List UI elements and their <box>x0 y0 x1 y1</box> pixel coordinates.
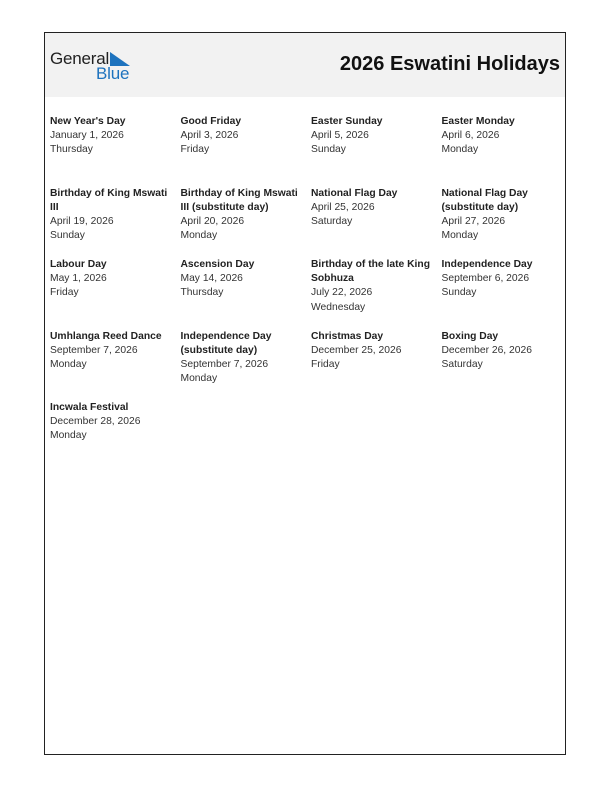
holiday-name: Incwala Festival <box>50 402 129 413</box>
logo-text-blue: Blue <box>96 64 130 83</box>
holiday-weekday: Monday <box>50 430 87 442</box>
holiday-name: Christmas Day <box>311 330 384 342</box>
holiday-date: April 19, 2026 <box>50 215 114 227</box>
holiday-item <box>442 115 570 187</box>
holiday-date: May 1, 2026 <box>50 273 107 285</box>
holiday-name: Ascension Day <box>180 259 255 270</box>
generalblue-logo <box>50 49 140 85</box>
holiday-weekday: Friday <box>311 358 340 370</box>
holiday-item <box>50 258 181 330</box>
holiday-date: April 3, 2026 <box>180 130 239 142</box>
holiday-name: Easter Sunday <box>311 116 383 127</box>
holiday-name: Good Friday <box>180 116 242 127</box>
holiday-name: Birthday of the late King Sobhuza <box>311 259 430 285</box>
holiday-date: January 1, 2026 <box>50 130 124 142</box>
holiday-name: New Year's Day <box>50 116 126 127</box>
holiday-name: Easter Monday <box>441 116 515 127</box>
holiday-item <box>311 187 442 259</box>
holiday-item <box>181 330 312 402</box>
holiday-weekday: Saturday <box>311 215 353 227</box>
holiday-date: July 22, 2026 <box>311 287 373 299</box>
holiday-date: September 6, 2026 <box>441 273 530 285</box>
holiday-weekday: Monday <box>441 230 479 242</box>
holiday-date: April 20, 2026 <box>180 215 245 227</box>
holiday-name: National Flag Day <box>311 187 398 199</box>
holiday-date: December 25, 2026 <box>311 344 402 356</box>
holiday-weekday: Sunday <box>311 144 346 156</box>
holiday-name: Independence Day <box>441 259 533 270</box>
holiday-date: April 5, 2026 <box>311 130 369 142</box>
holiday-name: Birthday of King Mswati III <box>50 187 168 213</box>
holiday-weekday: Sunday <box>441 287 477 299</box>
holiday-item <box>181 115 312 187</box>
holiday-item <box>442 258 570 330</box>
holiday-item <box>50 115 181 187</box>
holiday-item <box>311 115 442 187</box>
holiday-name: Boxing Day <box>441 330 499 342</box>
holiday-name: Umhlanga Reed Dance <box>50 330 162 342</box>
holiday-name: Independence Day (substitute day) <box>180 330 272 356</box>
holiday-weekday: Monday <box>50 358 87 370</box>
holiday-item <box>442 330 570 402</box>
page-frame <box>44 32 566 755</box>
holiday-item <box>181 187 312 259</box>
page-title: 2026 Eswatini Holidays <box>339 53 560 75</box>
holiday-date: September 7, 2026 <box>50 344 138 356</box>
holiday-weekday: Thursday <box>50 144 93 156</box>
holiday-date: December 26, 2026 <box>441 344 532 356</box>
logo-text-general: General <box>50 49 110 68</box>
holiday-name: National Flag Day (substitute day) <box>441 187 528 213</box>
holiday-item <box>50 401 181 473</box>
holiday-date: May 14, 2026 <box>180 273 243 285</box>
holiday-grid <box>50 115 570 473</box>
holiday-weekday: Monday <box>180 230 218 242</box>
holiday-weekday: Wednesday <box>311 301 366 313</box>
holiday-weekday: Thursday <box>180 287 224 299</box>
holiday-item <box>50 330 181 402</box>
holiday-weekday: Friday <box>50 287 79 299</box>
holiday-name: Labour Day <box>50 259 107 270</box>
holiday-name: Birthday of King Mswati III (substitute day) <box>180 187 298 213</box>
holiday-date: December 28, 2026 <box>50 416 141 428</box>
holiday-weekday: Friday <box>180 144 210 156</box>
holiday-weekday: Saturday <box>441 358 483 370</box>
holiday-item <box>181 258 312 330</box>
holiday-date: September 7, 2026 <box>180 358 269 370</box>
holiday-item <box>311 330 442 402</box>
holiday-weekday: Sunday <box>50 230 85 242</box>
holiday-date: April 25, 2026 <box>311 201 375 213</box>
header-bar <box>45 33 565 97</box>
holiday-weekday: Monday <box>441 144 479 156</box>
holiday-date: April 6, 2026 <box>441 130 500 142</box>
holiday-item <box>50 187 181 259</box>
holiday-item <box>311 258 442 330</box>
holiday-item <box>442 187 570 259</box>
holiday-date: April 27, 2026 <box>441 215 506 227</box>
holiday-weekday: Monday <box>180 373 218 385</box>
